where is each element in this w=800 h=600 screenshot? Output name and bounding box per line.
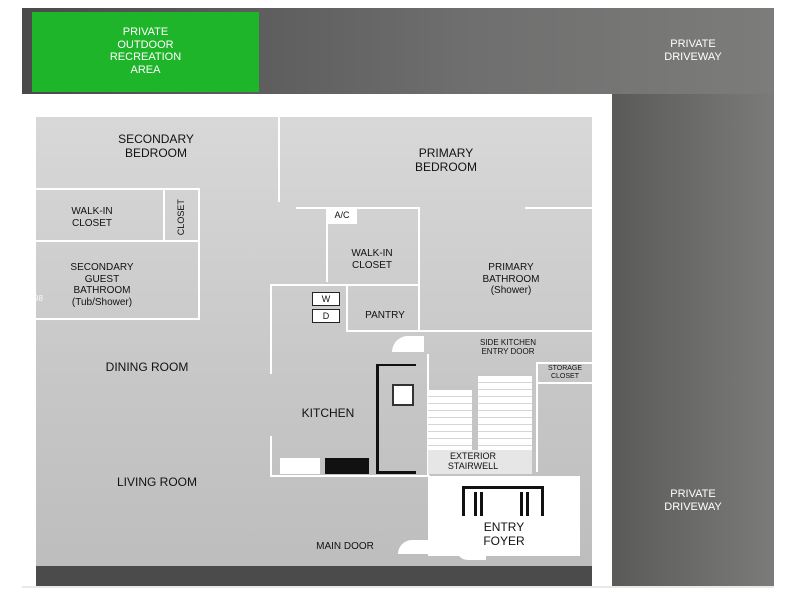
secondary-bedroom-label: SECONDARY BEDROOM [118,132,194,160]
walkin-closet-left-label: WALK-IN CLOSET [71,206,113,229]
closet-label: CLOSET [175,199,186,236]
wall [270,284,420,286]
primary-bedroom-label: PRIMARY BEDROOM [414,146,477,174]
wall [346,284,348,332]
wall [163,188,165,240]
kitchen-counter [376,364,416,366]
wall [36,188,200,190]
dining-room-label: DINING ROOM [105,360,189,374]
kitchen-counter [376,471,416,474]
living-room-label: LIVING ROOM [116,475,197,489]
bottom-strip [36,566,592,586]
wall [198,188,200,318]
foyer-stair-step [520,492,523,516]
driveway-top-label: PRIVATE DRIVEWAY [664,38,722,63]
watermark-text: A12025998 [2,294,43,303]
wall [36,240,200,242]
counter-white [280,458,320,474]
foyer-stair-step [474,492,477,516]
storage-closet-label: STORAGE CLOSET [547,365,583,381]
wall [296,207,418,209]
foyer-stair-rail [462,486,465,516]
wall [278,117,280,202]
pantry-label: PANTRY [365,310,405,321]
outdoor-recreation-label: PRIVATE OUTDOOR RECREATION AREA [109,26,182,76]
stove [325,458,369,474]
entry-foyer-label: ENTRY FOYER [483,520,525,548]
wall [36,318,200,320]
door-swing [398,540,428,554]
foyer-stair-step [480,492,483,516]
foyer-stair-rail [541,486,544,516]
washer: W [312,292,340,306]
exterior-stairwell-steps [428,390,472,450]
wall [270,284,272,374]
walkin-closet-right-label: WALK-IN CLOSET [351,248,393,271]
wall [525,207,592,209]
wall [270,436,272,476]
wall [270,475,430,477]
main-door-label: MAIN DOOR [316,541,374,552]
foyer-stair-step [526,492,529,516]
foyer-stair-rail [462,486,544,489]
side-kitchen-door-label: SIDE KITCHEN ENTRY DOOR [479,338,536,357]
kitchen-counter [376,364,379,474]
exterior-stairwell-steps [478,376,532,450]
primary-bath-label: PRIMARY BATHROOM (Shower) [482,262,540,296]
kitchen-label: KITCHEN [301,406,355,420]
exterior-stairwell-label: EXTERIOR STAIRWELL [447,451,499,472]
kitchen-sink [392,384,414,406]
wall [346,330,592,332]
wall [536,362,592,364]
dryer: D [312,309,340,323]
driveway-bottom-label: PRIVATE DRIVEWAY [664,488,722,513]
ac-label: A/C [334,210,350,220]
wall [536,382,592,384]
secondary-bath-label: SECONDARY GUEST BATHROOM (Tub/Shower) [70,262,134,308]
